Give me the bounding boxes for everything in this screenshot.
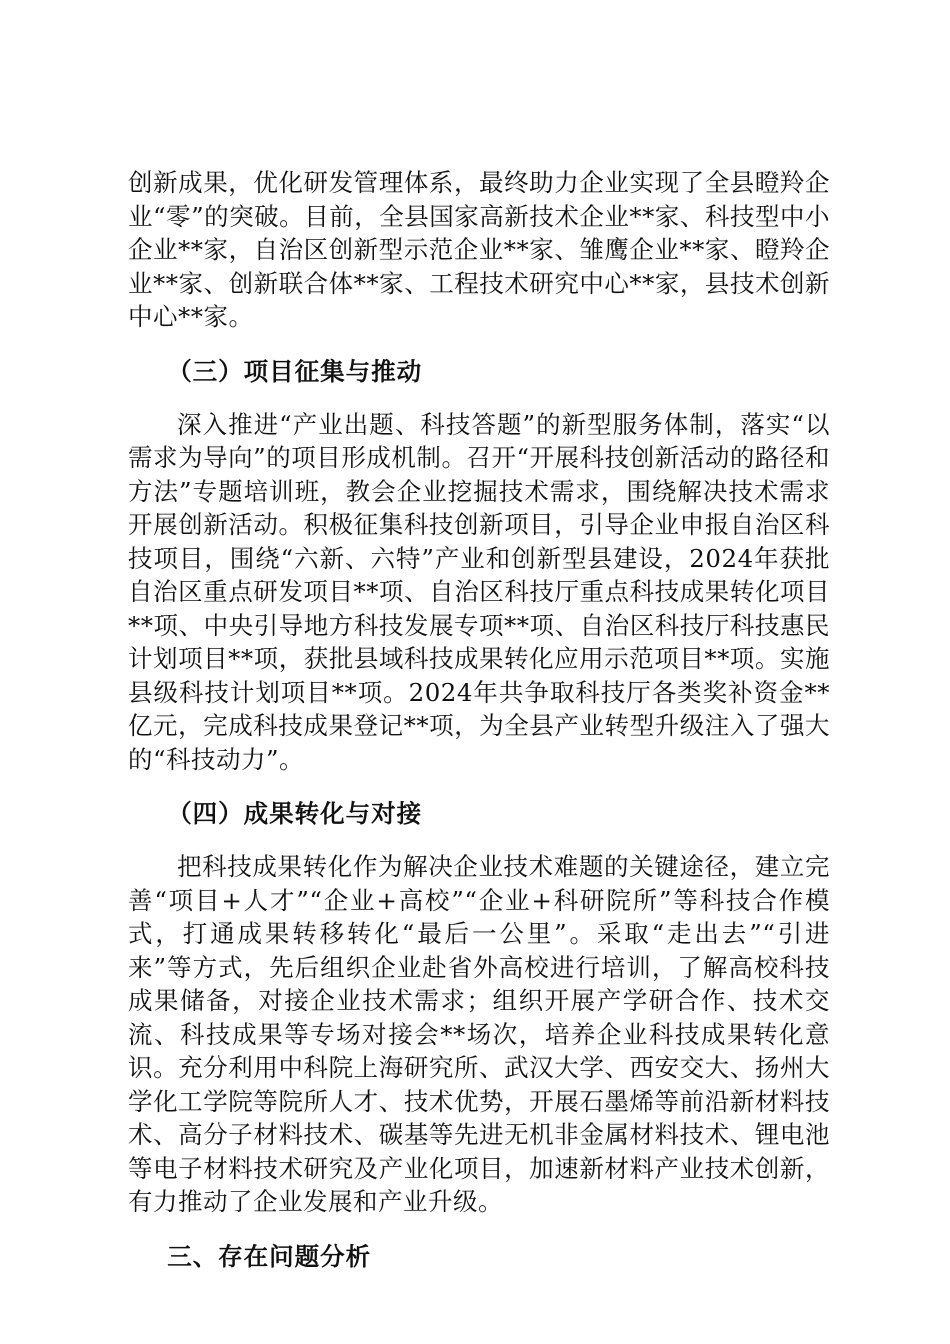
paragraph-achievement-transfer: 把科技成果转化作为解决企业技术难题的关键途径，建立完善“项目+人才”“企业+高校”“企业+科研院所”等科技合作模式，打通成果转移转化“最后一公里”。采取“走出去”“引进来”等方式，先后组织企业赴省外高校进行培训，了解高校科技成果储备，对接企业技术需求；组织开展产学研合作、技术交流、科技成果等专场对接会**场次，培养企业科技成果转化意识。充分利用中科院上海研究所、武汉大学、西安交大、扬州大学化工学院等院所人才、技术优势，开展石墨烯等前沿新材料技术、高分子材料技术、碳基等先进无机非金属材料技术、锂电池等电子材料技术研究及产业化项目，加速新材料产业技术创新，有力推动了企业发展和产业升级。: [128, 852, 830, 1216]
section-heading-problem-analysis: 三、存在问题分析: [167, 1241, 372, 1271]
section-heading-achievement-transfer: （四）成果转化与对接: [167, 799, 423, 828]
paragraph-continued: 创新成果，优化研发管理体系，最终助力企业实现了全县瞪羚企业“零”的突破。目前，全县国家高新技术企业**家、科技型中小企业**家，自治区创新型示范企业**家、雏鹰企业**家、瞪羚企业**家、创新联合体**家、工程技术研究中心**家，县技术创新中心**家。: [128, 168, 830, 331]
paragraph-project-collection: 深入推进“产业出题、科技答题”的新型服务体制，落实“以需求为导向”的项目形成机制。召开“开展科技创新活动的路径和方法”专题培训班，教会企业挖掘技术需求，围绕解决技术需求开展创新活动。积极征集科技创新项目，引导企业申报自治区科技项目，围绕“六新、六特”产业和创新型县建设，2024年获批自治区重点研发项目**项、自治区科技厅重点科技成果转化项目**项、中央引导地方科技发展专项**项、自治区科技厅科技惠民计划项目**项，获批县域科技成果转化应用示范项目**项。实施县级科技计划项目**项。2024年共争取科技厅各类奖补资金**亿元，完成科技成果登记**项，为全县产业转型升级注入了强大的“科技动力”。: [128, 409, 830, 774]
section-heading-project-collection: （三）项目征集与推动: [167, 356, 423, 386]
document-body: [128, 166, 830, 1274]
